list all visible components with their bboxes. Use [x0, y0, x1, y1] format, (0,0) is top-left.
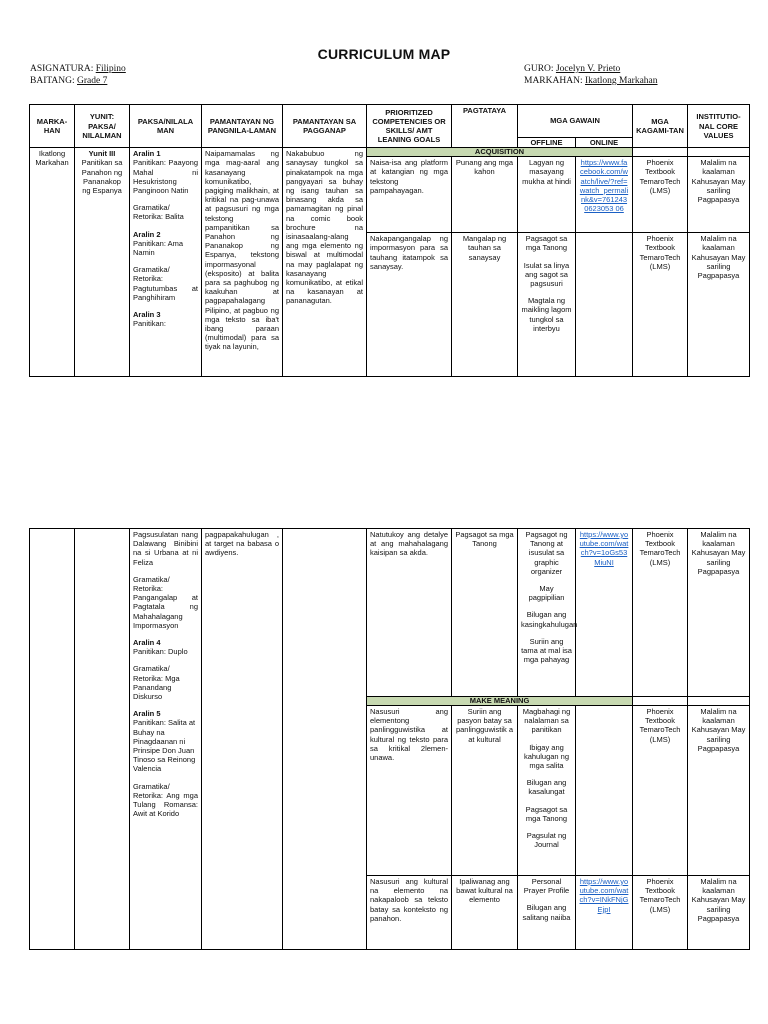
aralin-4-title: Aralin 4 — [133, 638, 161, 648]
band-spacer-values — [688, 697, 750, 706]
pamantayan-pangnilalaman-cell: pagpapakahulugan , at target na babasa o awdiyens. — [202, 529, 283, 950]
paksa-cell — [130, 148, 202, 377]
pagtataya-cell: Pagsagot sa mga Tanong — [452, 529, 518, 697]
online-link[interactable]: https://www.facebook.com/watch/live/?ref=watch_permalink&v=7612430623053 06 — [579, 158, 629, 214]
header-core-values: INSTITUTIO-NAL CORE VALUES — [688, 105, 750, 148]
pamantayan-pangnilalaman-cell: Naipamamalas ng mga mag-aaral ang kasanayang komunikatibo, pagiging malikhain, at kritikal na pag-unawa at pagsusuri ng mga tekstong pampanitikan sa Panahon ng Pananakop ng Espanya, tekstong impormasyonal (eksposito) at balita para sa paghubog ng kaakuhan at pagpapahalagang Pilipino, at pagbuo ng mga teksto sa iba't ibang paraan (multimodal) para sa tiyak na layunin, — [202, 148, 283, 377]
values-cell: Malalim na kaalaman Kahusayan May sariling Pagpapasya — [688, 529, 750, 697]
online-link[interactable]: https://www.youtube.com/watch?v=INkFNjGEjpI — [579, 877, 629, 914]
pagtataya-cell: Mangalap ng tauhan sa sanaysay — [452, 233, 518, 377]
offline-item: Suriin ang tama at mal isa mga pahayag — [521, 636, 572, 665]
pamantayan-pagganap-cell — [283, 529, 367, 950]
markahan-cell — [30, 529, 75, 950]
grade-value: Grade 7 — [77, 76, 108, 86]
offline-item: Pagsagot sa mga Tanong — [525, 234, 568, 253]
aralin-4-body: Panitikan: Duplo — [133, 647, 188, 657]
aralin-1-title: Aralin 1 — [133, 149, 161, 159]
offline-item: Bilugan ang salitang naiiba — [522, 903, 571, 922]
offline-item: Ibigay ang kahulugan ng mga salita — [523, 742, 570, 771]
aralin-1-body: Panitikan: Paayong Mahal ni Hesukristong Panginoon Natin — [133, 158, 198, 196]
subject-value: Filipino — [95, 64, 126, 74]
values-cell: Malalim na kaalaman Kahusayan May sariling Pagpapasya — [688, 157, 750, 233]
kagamitan-cell: Phoenix Textbook TemaroTech (LMS) — [633, 233, 688, 377]
aralin-1-gramatika: Gramatika/ Retorika: Balita — [133, 203, 184, 222]
online-cell — [576, 706, 633, 876]
pagtataya-cell: Ipaliwanag ang bawat kultural na elemento — [452, 876, 518, 950]
competency-cell: Nakapangangalap ng impormasyon para sa tauhang itatampok sa sanaysay. — [367, 233, 452, 377]
competency-cell: Nasusuri ang elementong panlingguwistika at kultural ng teksto para sa kritikal 2lemen-unawa. — [367, 706, 452, 876]
header-pamantayan-pangnilalaman: PAMANTAYAN NG PANGNILA-LAMAN — [202, 105, 283, 148]
meta-right — [524, 63, 658, 87]
online-cell — [576, 233, 633, 377]
markahan-cell: Ikatlong Markahan — [30, 148, 75, 377]
yunit-cell — [75, 148, 130, 377]
aralin-4-gramatika: Gramatika/ Retorika: Mga Panandang Diskurso — [133, 664, 180, 702]
offline-cell — [518, 706, 576, 876]
kagamitan-cell: Phoenix Textbook TemaroTech (LMS) — [633, 876, 688, 950]
competency-cell: Nasusuri ang kultural na elemento na nakapaloob sa teksto batay sa konteksto ng panahon. — [367, 876, 452, 950]
offline-cell — [518, 529, 576, 697]
kagamitan-cell: Phoenix Textbook TemaroTech (LMS) — [633, 157, 688, 233]
band-spacer-values — [688, 148, 750, 157]
paksa-urbana-feliza: Pagsusulatan nang Dalawang Binibini na si Urbana at ni Feliza — [133, 530, 198, 567]
offline-item: Pagsagot sa mga Tanong — [525, 804, 568, 823]
offline-item: Pagsagot ng Tanong at isusulat sa graphic organizer — [525, 530, 568, 576]
kagamitan-cell: Phoenix Textbook TemaroTech (LMS) — [633, 706, 688, 876]
online-cell — [576, 157, 633, 233]
values-cell: Malalim na kaalaman Kahusayan May sariling Pagpapasya — [688, 706, 750, 876]
acquisition-band: ACQUISITION — [367, 148, 633, 157]
header-yunit: YUNIT: PAKSA/ NILALMAN — [75, 105, 130, 148]
header-kagamitan: MGA KAGAMI-TAN — [633, 105, 688, 148]
meta-left — [30, 63, 126, 87]
offline-item: Isulat sa linya ang sagot sa pagsusuri — [523, 260, 570, 289]
offline-item: May pagpipilian — [528, 584, 565, 603]
aralin-5-gramatika: Gramatika/ Retorika: Ang mga Tulang Romansa: Awit at Korido — [133, 781, 198, 819]
offline-cell — [518, 157, 576, 233]
offline-item: Personal Prayer Profile — [523, 877, 570, 896]
online-cell — [576, 876, 633, 950]
aralin-2-body: Panitikan: Ama Namin — [133, 238, 184, 258]
paksa-gramatika: Gramatika/ Retorika: Pangangalap at Pagtatala ng Mahahalagang Impormasyon — [133, 574, 198, 630]
offline-item: Bilugan ang kasalungat — [526, 778, 567, 797]
aralin-5-title: Aralin 5 — [133, 709, 161, 719]
header-row — [30, 105, 750, 138]
curriculum-table-2 — [29, 528, 750, 950]
values-cell: Malalim na kaalaman Kahusayan May sariling Pagpapasya — [688, 876, 750, 950]
grade-label: BAITANG: — [30, 76, 75, 86]
curriculum-table-1 — [29, 104, 750, 377]
teacher-label: GURO: — [524, 64, 554, 74]
pagtataya-cell: Punang ang mga kahon — [452, 157, 518, 233]
paksa-cell — [130, 529, 202, 950]
aralin-3-body: Panitikan: — [133, 319, 166, 329]
values-cell: Malalim na kaalaman Kahusayan May sariling Pagpapasya — [688, 233, 750, 377]
offline-cell — [518, 876, 576, 950]
quarter-value: Ikatlong Markahan — [584, 76, 658, 86]
aralin-2-title: Aralin 2 — [133, 229, 161, 239]
pagtataya-cell: Suriin ang pasyon batay sa panlingguwistik a at kultural — [452, 706, 518, 876]
table-row — [30, 529, 750, 697]
kagamitan-cell: Phoenix Textbook TemaroTech (LMS) — [633, 529, 688, 697]
aralin-2-gramatika: Gramatika/ Retorika: Pagtutumbas at Panghihiram — [133, 265, 198, 302]
pamantayan-pagganap-cell: Nakabubuo ng sanaysay tungkol sa pinakatampok na mga pangyayari sa buhay ng isang tauhan sa binasang akda sa pamamagitan ng pinal na comic book brochure na isinasaalang-alang ang mga elemento ng biswal at multimodal na may paglalapat ng kasanayang komunikatibo, at etikal na kasanayan at pananagutan. — [283, 148, 367, 377]
band-row — [30, 148, 750, 157]
offline-item: Magbahagi ng nalalaman sa panitikan — [522, 707, 571, 735]
header-paksa: PAKSA/NILALA MAN — [130, 105, 202, 148]
subject-label: ASIGNATURA: — [30, 64, 94, 74]
header-markahan: MARKA-HAN — [30, 105, 75, 148]
competency-cell: Natutukoy ang detalye at ang mahahalagang kaisipan sa akda. — [367, 529, 452, 697]
yunit-body: Panitikan sa Panahon ng Pananakop ng Espanya — [81, 158, 123, 196]
header-mga-gawain: MGA GAWAIN — [518, 105, 633, 138]
competency-cell: Naisa-isa ang platform at katangian ng mga tekstong pampahayagan. — [367, 157, 452, 233]
aralin-5-body: Panitikan: Salita at Buhay na Pinagdaanan ni Prinsipe Don Juan Tinoso sa Reinong Valencia — [133, 718, 196, 774]
aralin-3-title: Aralin 3 — [133, 310, 161, 320]
page-title: CURRICULUM MAP — [317, 46, 451, 62]
header-offline: OFFLINE — [518, 138, 576, 148]
offline-cell — [518, 233, 576, 377]
header-competencies: PRIORITIZED COMPETENCIES OR SKILLS/ AMT LEANING GOALS — [367, 105, 452, 148]
yunit-title: Yunit III — [88, 149, 116, 159]
band-spacer-kagamitan — [633, 697, 688, 706]
online-link[interactable]: https://www.youtube.com/watch?v=1oGs53MiuNI — [579, 530, 629, 567]
header-pamantayan-pagganap: PAMANTAYAN SA PAGGANAP — [283, 105, 367, 148]
offline-item: Magtala ng maikling lagom tungkol sa interbyu — [521, 296, 572, 333]
band-spacer-kagamitan — [633, 148, 688, 157]
online-cell — [576, 529, 633, 697]
header-online: ONLINE — [576, 138, 633, 148]
quarter-label: MARKAHAN: — [524, 76, 583, 86]
yunit-cell — [75, 529, 130, 950]
offline-item: Bilugan ang kasingkahulugan — [521, 610, 578, 629]
offline-item: Pagsulat ng Journal — [526, 831, 567, 850]
teacher-value: Jocelyn V. Prieto — [555, 64, 621, 74]
make-meaning-band: MAKE MEANING — [367, 697, 633, 706]
offline-item: Lagyan ng masayang mukha at hindi — [522, 158, 571, 186]
header-pagtataya: PAGTATAYA — [452, 105, 518, 148]
